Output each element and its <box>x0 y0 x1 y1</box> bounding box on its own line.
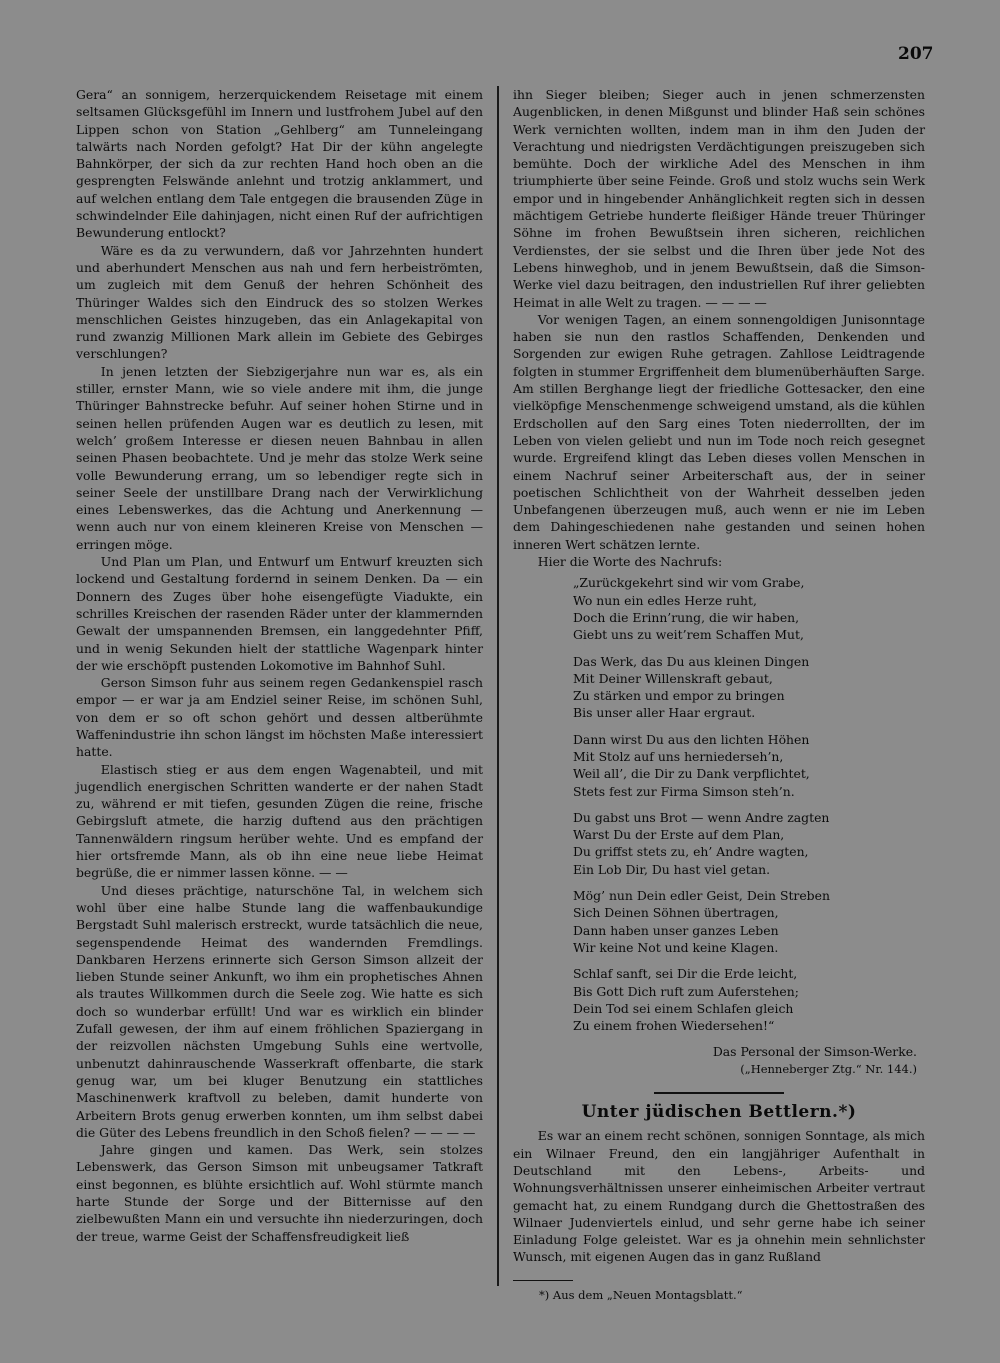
right-column <box>513 86 925 1304</box>
paragraph: Und Plan um Plan, und Entwurf um Entwurf kreuzten sich lockend und Gestaltung fordernd in seinem Denken. Da — ein Donnern des Zuges über hohe eisengefügte Viadukte, ein schrilles Kreischen der rasenden Räder unter der klammernden Gewalt der umspannenden Bremsen, ein langgedehnter Pfiff, und in wenig Sekunden hielt der stattliche Wagenpark hinter der wie erschöpft pustenden Lokomotive im Bahnhof Suhl. <box>76 554 483 673</box>
poem-verse: „Zurückgekehrt sind wir vom Grabe, <box>573 575 805 591</box>
poem-stanza <box>573 965 925 1034</box>
poem-verse: Dann haben unser ganzes Leben <box>573 922 779 938</box>
poem-verse: Mög’ nun Dein edler Geist, Dein Streben <box>573 888 830 904</box>
poem-verse: Schlaf sanft, sei Dir die Erde leicht, <box>573 966 798 982</box>
poem-stanza <box>573 887 925 956</box>
poem-verse: Das Werk, das Du aus kleinen Dingen <box>573 653 810 669</box>
poem-stanza <box>573 731 925 800</box>
poem-verse: Ein Lob Dir, Du hast viel getan. <box>573 861 771 877</box>
poem-verse: Stets fest zur Firma Simson steh’n. <box>573 783 795 799</box>
poem-verse: Wir keine Not und keine Klagen. <box>573 939 779 955</box>
poem-verse: Bis unser aller Haar ergraut. <box>573 705 756 721</box>
poem-verse: Weil all’, die Dir zu Dank verpflichtet, <box>573 766 810 782</box>
paragraph: Elastisch stieg er aus dem engen Wagenabteil, und mit jugendlich energischen Schritten wanderte er der nahen Stadt zu, während er mit tiefen, gesunden Zügen die reine, frische Gebirgsluft atmete, die harzig duftend aus den prächtigen Tannenwäldern ringsum herüber wehte. Und es empfand der hier ortsfremde Mann, als ob ihn eine neue liebe Heimat begrüße, die er nimmer lassen könne. — — <box>76 761 483 881</box>
column-divider <box>497 86 499 1286</box>
poem-verse: Zu einem frohen Wiedersehen!“ <box>573 1018 775 1034</box>
poem-verse: Bis Gott Dich ruft zum Auferstehen; <box>573 983 799 999</box>
paragraph: Vor wenigen Tagen, an einem sonnengoldigen Junisonntage haben sie nun den rastlos Schaffenden, Denkenden und Sorgenden zur ewigen Ruhe getragen. Zahllose Leidtragende folgten in stummer Ergriffenheit dem blumenüberhäuften Sarge. Am stillen Berghange liegt der friedliche Gottesacker, den eine vielköpfige Menschenmenge schweigend umstand, als die kühlen Erdschollen auf den Sarg eines Toten niederrollten, der im Leben von vielen geliebt und nun im Tode noch reich gesegnet wurde. Ergreifend klingt das Leben dieses vollen Menschen in einem Nachruf seiner Arbeiterschaft aus, der in seiner poetischen Schlichtheit von der Wahrheit desselben jeden Unbefangenen überzeugen muß, auch wenn er nie im Leben dem Dahingeschiedenen nahe gestanden und seinen hohen inneren Wert schätzen lernte. <box>513 311 925 552</box>
poem-intro: Hier die Worte des Nachrufs: <box>537 554 723 570</box>
paragraph: Gerson Simson fuhr aus seinem regen Gedankenspiel rasch empor — er war ja am Endziel seiner Reise, im schönen Suhl, von dem er so oft schon gehört und dessen altberühmte Waffenindustrie ihn schon längst im höchsten Maße interessiert hatte. <box>76 675 483 760</box>
poem-verse: Warst Du der Erste auf dem Plan, <box>573 827 785 843</box>
poem-verse: Giebt uns zu weit’rem Schaffen Mut, <box>573 627 804 643</box>
footnote: *) Aus dem „Neuen Montagsblatt.“ <box>539 1287 743 1302</box>
page-number: 207 <box>898 44 934 64</box>
source-citation: („Henneberger Ztg.“ Nr. 144.) <box>740 1061 917 1076</box>
poem-verse: Mit Stolz auf uns herniederseh’n, <box>573 748 784 764</box>
poem <box>573 574 925 1034</box>
paragraph: Es war an einem recht schönen, sonnigen Sonntage, als mich ein Wilnaer Freund, den ein langjähriger Aufenthalt in Deutschland mit den Lebens-, Arbeits- und Wohnungsverhältnissen unserer einheimischen Arbeiter vertraut gemacht hat, zu einem Rundgang durch die Ghettostraßen des Wilnaer Judenviertels einlud, und sehr gerne habe ich seiner Einladung Folge geleistet. War es ja ohnehin mein sehnlichster Wunsch, mit eigenen Augen das in ganz Rußland <box>513 1128 925 1265</box>
section-divider <box>654 1092 784 1094</box>
poem-stanza <box>573 653 925 722</box>
paragraph: Und dieses prächtige, naturschöne Tal, in welchem sich wohl über eine halbe Stunde lang die waffenbaukundige Bergstadt Suhl malerisch erstreckt, wurde tatsächlich die neue, segenspendende Heimat des wandernden Fremdlings. Dankbaren Herzens erinnerte sich Gerson Simson allzeit der lieben Stunde seiner Ankunft, wo ihm ein prophetisches Ahnen als trautes Willkommen durch die Seele zog. Wie hatte es sich doch so wunderbar erfüllt! Und war es wirklich ein blinder Zufall gewesen, der ihm auf einem fröhlichen Spaziergang in der reizvollen nächsten Umgebung Suhls eine wertvolle, unbenutzt dahinrauschende Wasserkraft offenbarte, die stark genug war, um bei kluger Benutzung ein stattliches Maschinenwerk kraftvoll zu beleben, damit hunderte von Arbeitern Brots genug erwerben konnten, um ihm selbst dabei die Güter des Lebens freundlich in den Schoß fielen? — — — — <box>76 882 483 1140</box>
poem-verse: Doch die Erinn’rung, die wir haben, <box>573 609 800 625</box>
paragraph: Wäre es da zu verwundern, daß vor Jahrzehnten hundert und aberhundert Menschen aus nah und fern herbeiströmten, um zugleich mit dem Genuß der hehren Schönheit des Thüringer Waldes sich den Eindruck des so stolzen Werkes menschlichen Geistes hinzugeben, das ein Anlagekapital von rund zwanzig Millionen Mark allein im Gebiete des Gebirges verschlungen? <box>76 242 483 362</box>
poem-stanza <box>573 809 925 878</box>
paragraph: In jenen letzten der Siebzigerjahre nun war es, als ein stiller, ernster Mann, wie so viele andere mit ihm, die junge Thüringer Bahnstrecke befuhr. Auf seiner hohen Stirne und in seinen hellen prüfenden Augen war es deutlich zu lesen, mit welch’ großem Interesse er diesen neuen Bahnbau in allen seinen Phasen beobachtete. Und je mehr das stolze Werk seine volle Bewunderung errang, um so lebendiger regte sich in seiner Seele der unstillbare Drang nach der Verwirklichung eines Lebenswerkes, das die Achtung und Anerkennung — wenn auch nur von einem kleineren Kreise von Menschen — erringen möge. <box>76 363 483 552</box>
poem-stanza <box>573 574 925 643</box>
paragraph: ihn Sieger bleiben; Sieger auch in jenen schmerzensten Augenblicken, in denen Mißgunst und blinder Haß sein schönes Werk vernichten wollten, indem man in ihm den Juden der Verachtung und niedrigsten Verdächtigungen preiszugeben sich bemühte. Doch der wirkliche Adel des Menschen in ihm triumphierte über seine Feinde. Groß und stolz wuchs sein Werk empor und in hingebender Anhänglichkeit regten sich in dessen mächtigem Getriebe hunderte fleißiger Hände treuer Thüringer Söhne im frohen Bewußtsein ihren sicheren, reichlichen Verdienstes, der sie selbst und die Ihren über jede Not des Lebens hinweghob, und in jenem Bewußtsein, daß die Simson-Werke viel dazu beitragen, den industriellen Ruf ihrer geliebten Heimat in alle Welt zu tragen. — — — — <box>513 87 925 310</box>
poem-verse: Mit Deiner Willenskraft gebaut, <box>573 670 773 686</box>
poem-verse: Du griffst stets zu, eh’ Andre wagten, <box>573 844 809 860</box>
poem-verse: Du gabst uns Brot — wenn Andre zagten <box>573 809 830 825</box>
poem-verse: Dann wirst Du aus den lichten Höhen <box>573 731 810 747</box>
poem-verse: Sich Deinen Söhnen übertragen, <box>573 905 779 921</box>
poem-verse: Zu stärken und empor zu bringen <box>573 688 785 704</box>
poem-verse: Wo nun ein edles Herze ruht, <box>573 592 757 608</box>
poem-verse: Dein Tod sei einem Schlafen gleich <box>573 1000 794 1016</box>
section-heading: Unter jüdischen Bettlern.*) <box>581 1102 857 1123</box>
paragraph: Gera“ an sonnigem, herzerquickendem Reisetage mit einem seltsamen Glücksgefühl im Innern und lustfrohem Jubel auf den Lippen schon von Station „Gehlberg“ am Tunneleingang talwärts nach Norden gefolgt? Hat Dir der kühn angelegte Bahnkörper, der sich da zur rechten Hand hoch oben an die gesprengten Felswände anlehnt und trotzig anklammert, und auf welchen entlang dem Tale entgegen die brausenden Züge in schwindelnder Eile dahinjagen, nicht einen Ruf der aufrichtigen Bewunderung entlockt? <box>76 87 483 241</box>
footnote-divider <box>513 1280 573 1281</box>
signature: Das Personal der Simson-Werke. <box>712 1044 917 1060</box>
paragraph: Jahre gingen und kamen. Das Werk, sein stolzes Lebenswerk, das Gerson Simson mit unbeugsamer Tatkraft einst begonnen, es blühte ersichtlich auf. Wohl stürmte manch harte Stunde der Sorge und der Bitternisse auf den zielbewußten Mann ein und versuchte ihn niederzuringen, doch der treue, warme Geist der Schaffensfreudigkeit ließ <box>76 1142 483 1244</box>
left-column <box>76 86 483 1245</box>
